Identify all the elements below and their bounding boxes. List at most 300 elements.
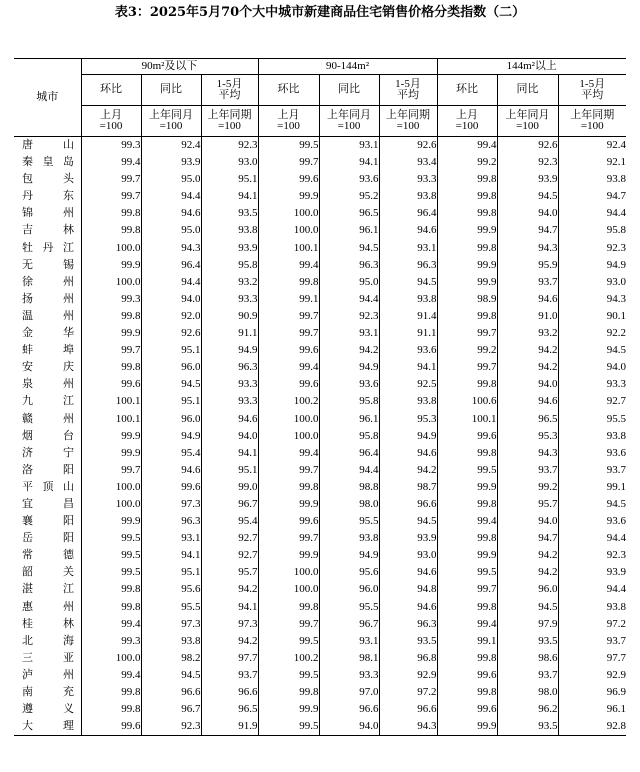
value-cell: 99.7 [81,462,141,479]
value-cell: 98.9 [437,291,497,308]
city-cell [14,171,81,188]
base-header: 上年同期 =100 [201,106,258,137]
table-row [14,633,626,650]
city-cell [14,222,81,239]
value-cell: 94.5 [497,599,558,616]
value-cell: 93.7 [201,667,258,684]
value-cell: 99.4 [437,137,497,155]
value-cell: 99.9 [81,513,141,530]
base-header: 上年同月 =100 [497,106,558,137]
value-cell: 99.8 [81,205,141,222]
value-cell: 94.6 [141,462,201,479]
value-cell: 93.7 [558,633,626,650]
city-cell [14,633,81,650]
value-cell: 94.2 [379,462,437,479]
city-name: 大理 [22,720,74,733]
value-cell: 99.8 [437,599,497,616]
value-cell: 100.0 [81,479,141,496]
value-cell: 94.7 [497,222,558,239]
value-cell: 96.3 [319,257,379,274]
city-name: 包头 [22,173,74,186]
value-cell: 99.8 [81,222,141,239]
value-cell: 96.0 [497,581,558,598]
table-row [14,462,626,479]
city-cell [14,291,81,308]
city-name: 烟台 [22,429,74,442]
value-cell: 92.2 [558,325,626,342]
value-cell: 92.9 [379,667,437,684]
value-cell: 91.1 [201,325,258,342]
table-row [14,428,626,445]
value-cell: 97.2 [558,616,626,633]
city-cell [14,257,81,274]
value-cell: 95.4 [201,513,258,530]
value-cell: 92.0 [141,308,201,325]
table-row [14,684,626,701]
city-name: 湛江 [22,583,74,596]
value-cell: 94.7 [558,188,626,205]
value-cell: 96.6 [201,684,258,701]
value-cell: 99.8 [258,599,319,616]
city-cell [14,479,81,496]
value-cell: 99.2 [437,342,497,359]
city-name: 济宁 [22,446,74,459]
value-cell: 95.6 [319,564,379,581]
value-cell: 94.1 [201,188,258,205]
value-cell: 99.8 [258,479,319,496]
value-cell: 93.0 [379,547,437,564]
city-cell [14,718,81,736]
value-cell: 96.4 [319,445,379,462]
city-cell [14,325,81,342]
value-cell: 99.1 [558,479,626,496]
value-cell: 97.9 [497,616,558,633]
value-cell: 99.0 [201,479,258,496]
value-cell: 99.6 [81,718,141,736]
value-cell: 91.4 [379,308,437,325]
value-cell: 99.5 [437,462,497,479]
value-cell: 93.8 [379,188,437,205]
value-cell: 93.8 [558,599,626,616]
value-cell: 99.8 [437,171,497,188]
value-cell: 94.3 [141,240,201,257]
value-cell: 93.8 [558,171,626,188]
value-cell: 97.3 [141,496,201,513]
value-cell: 99.9 [437,222,497,239]
city-name: 蚌埠 [22,344,74,357]
value-cell: 99.6 [258,513,319,530]
value-cell: 95.7 [201,564,258,581]
value-cell: 94.4 [558,530,626,547]
value-cell: 99.9 [81,428,141,445]
value-cell: 94.2 [497,547,558,564]
value-cell: 99.9 [437,274,497,291]
value-cell: 94.5 [141,667,201,684]
value-cell: 95.5 [141,599,201,616]
group-header-90-below: 90m²及以下 [81,59,258,75]
value-cell: 99.2 [437,154,497,171]
value-cell: 93.6 [379,342,437,359]
value-cell: 99.5 [258,137,319,155]
city-name: 三亚 [22,651,74,664]
table-row [14,325,626,342]
city-cell [14,616,81,633]
subcol-header: 环比 [81,75,141,106]
value-cell: 99.6 [141,479,201,496]
value-cell: 95.0 [141,171,201,188]
value-cell: 99.7 [258,530,319,547]
value-cell: 93.5 [497,718,558,736]
city-name: 南充 [22,686,74,698]
value-cell: 92.3 [141,718,201,736]
table-row [14,564,626,581]
value-cell: 98.8 [319,479,379,496]
value-cell: 94.5 [497,188,558,205]
table-row [14,479,626,496]
value-cell: 99.8 [81,684,141,701]
value-cell: 100.0 [81,240,141,257]
value-cell: 100.1 [81,411,141,428]
value-cell: 95.6 [141,581,201,598]
value-cell: 91.9 [201,718,258,736]
value-cell: 92.8 [558,718,626,736]
value-cell: 99.9 [258,701,319,718]
city-cell [14,513,81,530]
value-cell: 100.0 [258,411,319,428]
table-row [14,359,626,376]
value-cell: 93.8 [379,393,437,410]
value-cell: 94.4 [141,274,201,291]
value-cell: 99.1 [258,291,319,308]
value-cell: 93.0 [558,274,626,291]
value-cell: 93.9 [558,564,626,581]
value-cell: 99.9 [81,257,141,274]
city-name: 宜昌 [22,497,74,510]
value-cell: 93.3 [319,667,379,684]
value-cell: 98.7 [379,479,437,496]
city-name: 遵义 [22,703,74,716]
value-cell: 99.7 [81,188,141,205]
value-cell: 93.5 [497,633,558,650]
value-cell: 99.2 [497,479,558,496]
value-cell: 99.7 [81,342,141,359]
value-cell: 96.0 [319,581,379,598]
value-cell: 100.1 [437,411,497,428]
table-row [14,718,626,736]
value-cell: 94.2 [497,359,558,376]
base-header: 上月 =100 [258,106,319,137]
city-name: 惠州 [22,600,74,613]
city-cell [14,393,81,410]
table-row [14,701,626,718]
city-cell [14,581,81,598]
value-cell: 99.8 [437,205,497,222]
value-cell: 96.5 [319,205,379,222]
value-cell: 95.1 [141,342,201,359]
city-cell [14,376,81,393]
value-cell: 98.6 [497,650,558,667]
value-cell: 94.9 [558,257,626,274]
value-cell: 100.0 [81,274,141,291]
table-row [14,291,626,308]
value-cell: 95.4 [141,445,201,462]
value-cell: 99.9 [258,188,319,205]
value-cell: 94.9 [141,428,201,445]
value-cell: 94.2 [201,581,258,598]
value-cell: 94.6 [141,205,201,222]
value-cell: 95.8 [201,257,258,274]
value-cell: 95.1 [141,393,201,410]
value-cell: 93.8 [379,291,437,308]
value-cell: 99.8 [81,359,141,376]
table-row [14,188,626,205]
base-header: 上年同月 =100 [319,106,379,137]
value-cell: 99.9 [437,718,497,736]
value-cell: 93.7 [497,462,558,479]
city-name: 泸州 [22,668,74,681]
table-body [14,137,626,736]
value-cell: 92.4 [558,137,626,155]
value-cell: 94.3 [497,240,558,257]
city-name: 韶关 [22,566,74,579]
value-cell: 99.4 [81,154,141,171]
value-cell: 93.3 [201,291,258,308]
value-cell: 99.8 [437,240,497,257]
value-cell: 99.8 [81,308,141,325]
value-cell: 99.6 [437,701,497,718]
value-cell: 94.7 [497,530,558,547]
city-cell [14,308,81,325]
city-cell [14,137,81,155]
value-cell: 99.9 [437,547,497,564]
value-cell: 92.7 [558,393,626,410]
value-cell: 98.1 [319,650,379,667]
value-cell: 99.7 [81,171,141,188]
value-cell: 94.6 [379,222,437,239]
value-cell: 99.4 [81,616,141,633]
value-cell: 99.8 [437,650,497,667]
value-cell: 94.2 [497,342,558,359]
city-name: 平顶山 [22,480,74,493]
table-row [14,530,626,547]
value-cell: 96.0 [141,359,201,376]
city-cell [14,411,81,428]
city-name: 常德 [22,549,74,562]
value-cell: 99.9 [81,325,141,342]
value-cell: 94.0 [558,359,626,376]
value-cell: 93.8 [201,222,258,239]
value-cell: 93.3 [201,376,258,393]
value-cell: 90.1 [558,308,626,325]
value-cell: 99.8 [437,445,497,462]
value-cell: 94.1 [379,359,437,376]
value-cell: 94.1 [201,599,258,616]
value-cell: 92.7 [201,547,258,564]
value-cell: 91.1 [379,325,437,342]
value-cell: 93.7 [497,274,558,291]
value-cell: 98.0 [319,496,379,513]
value-cell: 95.8 [319,428,379,445]
value-cell: 100.6 [437,393,497,410]
value-cell: 94.4 [558,205,626,222]
value-cell: 96.3 [141,513,201,530]
value-cell: 99.5 [81,530,141,547]
table-row [14,222,626,239]
value-cell: 93.8 [558,428,626,445]
value-cell: 93.7 [497,667,558,684]
value-cell: 99.7 [258,154,319,171]
value-cell: 99.4 [81,667,141,684]
city-cell [14,445,81,462]
city-cell [14,205,81,222]
value-cell: 99.6 [437,667,497,684]
value-cell: 99.9 [437,257,497,274]
city-name: 泉州 [22,378,74,391]
city-cell [14,462,81,479]
value-cell: 93.9 [141,154,201,171]
city-name: 安庆 [22,361,74,374]
value-cell: 95.5 [558,411,626,428]
value-cell: 99.4 [258,257,319,274]
subcol-header: 同比 [497,75,558,106]
value-cell: 95.7 [497,496,558,513]
value-cell: 94.5 [141,376,201,393]
base-header: 上月 =100 [81,106,141,137]
value-cell: 96.1 [319,222,379,239]
value-cell: 94.1 [201,445,258,462]
value-cell: 94.2 [201,633,258,650]
value-cell: 95.1 [201,462,258,479]
value-cell: 94.3 [497,445,558,462]
subcol-header: 1-5月 平均 [201,75,258,106]
table-row [14,376,626,393]
value-cell: 94.0 [201,428,258,445]
value-cell: 94.6 [379,599,437,616]
value-cell: 93.1 [379,240,437,257]
value-cell: 99.8 [437,376,497,393]
value-cell: 99.8 [258,274,319,291]
value-cell: 97.3 [141,616,201,633]
city-name: 桂林 [22,617,74,630]
table-row [14,342,626,359]
city-name: 金华 [22,327,74,340]
value-cell: 99.9 [258,547,319,564]
table-row [14,137,626,155]
city-cell [14,650,81,667]
city-cell [14,547,81,564]
value-cell: 96.1 [558,701,626,718]
value-cell: 99.4 [258,445,319,462]
subcol-header: 1-5月 平均 [558,75,626,106]
table-row [14,205,626,222]
city-name: 无锡 [22,258,74,271]
value-cell: 97.0 [319,684,379,701]
value-cell: 100.2 [258,393,319,410]
value-cell: 94.3 [558,291,626,308]
city-cell [14,667,81,684]
value-cell: 94.9 [201,342,258,359]
value-cell: 94.3 [379,718,437,736]
subcol-header: 同比 [141,75,201,106]
city-name: 岳阳 [22,532,74,545]
value-cell: 98.0 [497,684,558,701]
table-row [14,393,626,410]
value-cell: 95.3 [379,411,437,428]
base-header: 上年同期 =100 [379,106,437,137]
value-cell: 97.2 [379,684,437,701]
value-cell: 92.6 [141,325,201,342]
value-cell: 92.3 [558,240,626,257]
value-cell: 96.8 [379,650,437,667]
value-cell: 93.9 [201,240,258,257]
value-cell: 96.4 [141,257,201,274]
value-cell: 100.0 [81,496,141,513]
value-cell: 93.7 [558,462,626,479]
city-cell [14,359,81,376]
city-name: 北海 [22,634,74,647]
value-cell: 99.5 [258,718,319,736]
value-cell: 96.9 [558,684,626,701]
value-cell: 92.3 [201,137,258,155]
value-cell: 100.0 [258,581,319,598]
value-cell: 93.3 [379,171,437,188]
city-cell [14,428,81,445]
city-name: 九江 [22,395,74,408]
value-cell: 94.4 [319,462,379,479]
value-cell: 94.4 [558,581,626,598]
subcol-header: 环比 [437,75,497,106]
value-cell: 93.2 [497,325,558,342]
table-row [14,411,626,428]
table-row [14,496,626,513]
value-cell: 93.1 [319,325,379,342]
value-cell: 93.5 [379,633,437,650]
value-cell: 100.0 [258,205,319,222]
value-cell: 93.2 [201,274,258,291]
value-cell: 93.9 [379,530,437,547]
city-name: 锦州 [22,207,74,220]
value-cell: 99.8 [437,530,497,547]
value-cell: 99.6 [258,376,319,393]
value-cell: 99.9 [437,479,497,496]
value-cell: 94.0 [497,205,558,222]
value-cell: 92.1 [558,154,626,171]
value-cell: 96.6 [141,684,201,701]
value-cell: 92.6 [497,137,558,155]
table-row [14,240,626,257]
value-cell: 95.1 [201,171,258,188]
value-cell: 93.6 [558,445,626,462]
value-cell: 94.8 [379,581,437,598]
value-cell: 95.8 [319,393,379,410]
value-cell: 94.5 [379,274,437,291]
value-cell: 96.4 [379,205,437,222]
value-cell: 97.7 [201,650,258,667]
base-header: 上年同月 =100 [141,106,201,137]
value-cell: 93.1 [141,530,201,547]
table-row [14,445,626,462]
table-row [14,650,626,667]
base-header: 上年同期 =100 [558,106,626,137]
value-cell: 99.5 [258,633,319,650]
subcol-header: 同比 [319,75,379,106]
value-cell: 92.3 [558,547,626,564]
value-cell: 97.7 [558,650,626,667]
city-cell [14,342,81,359]
value-cell: 99.7 [437,325,497,342]
value-cell: 94.0 [497,376,558,393]
value-cell: 99.4 [437,513,497,530]
